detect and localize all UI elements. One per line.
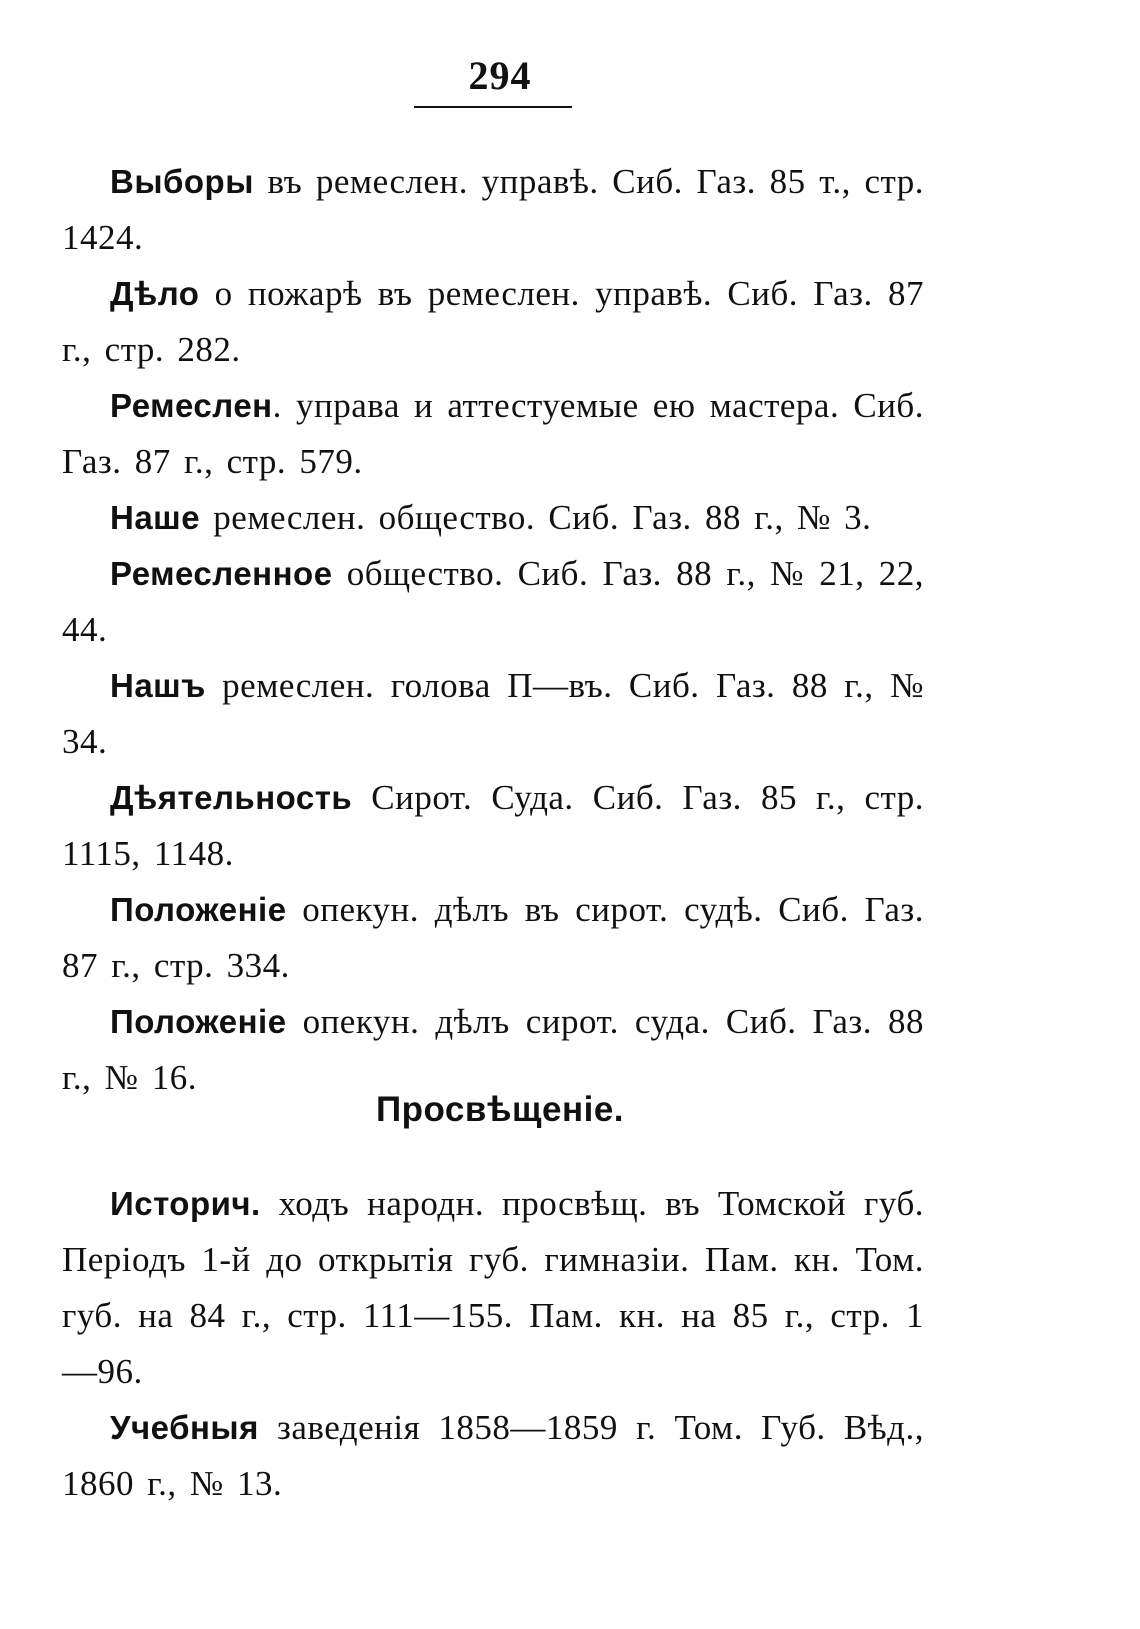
entry-head: Положеніе: [110, 1003, 287, 1040]
bibliography-entry: [62, 1400, 924, 1512]
entry-text: . управа и аттестуемые ею мастера. Сиб. Газ. 87 г., стр. 579.: [62, 386, 924, 481]
entry-text: заведенія 1858—1859 г. Том. Губ. Вѣд., 1860 г., № 13.: [62, 1408, 924, 1503]
entry-text: Сирот. Суда. Сиб. Газ. 85 г., стр. 1115, 1148.: [62, 778, 924, 873]
entry-text: ремеслен. общество. Сиб. Газ. 88 г., № 3.: [200, 498, 872, 537]
entry-list: [62, 154, 924, 1106]
entry-head: Нашъ: [110, 667, 206, 704]
entry-text: ходъ народн. просвѣщ. въ Томской губ. Періодъ 1-й до открытія губ. гимназіи. Пам. кн. Том. губ. на 84 г., стр. 111—155. Пам. кн. на 85 г., стр. 1—96.: [62, 1184, 924, 1391]
entry-head: Положеніе: [110, 891, 287, 928]
section-entry-list: [62, 1176, 924, 1512]
bibliography-entry: [62, 378, 924, 490]
bibliography-entry: [62, 266, 924, 378]
entry-head: Ремесленное: [110, 555, 333, 592]
bibliography-entry: [62, 658, 924, 770]
entry-head: Наше: [110, 499, 201, 536]
entry-text: ремеслен. голова П—въ. Сиб. Газ. 88 г., № 34.: [62, 666, 924, 761]
entry-text: въ ремеслен. управѣ. Сиб. Газ. 85 т., стр. 1424.: [62, 162, 924, 257]
bibliography-entry: [62, 546, 924, 658]
entry-text: опекун. дѣлъ сирот. суда. Сиб. Газ. 88 г., № 16.: [62, 1002, 924, 1097]
entry-head: Учебныя: [110, 1409, 259, 1446]
bibliography-entry: [62, 1176, 924, 1400]
entry-text: опекун. дѣлъ въ сирот. судѣ. Сиб. Газ. 87 г., стр. 334.: [62, 890, 924, 985]
entry-head: Историч.: [110, 1185, 261, 1222]
bibliography-entry: [62, 490, 924, 546]
bibliography-entry: [62, 154, 924, 266]
page-number-rule: [414, 106, 572, 108]
entry-head: Дѣло: [110, 275, 200, 312]
entry-text: общество. Сиб. Газ. 88 г., № 21, 22, 44.: [62, 554, 924, 649]
section-heading: Просвѣщеніе.: [375, 1090, 625, 1129]
page-number: 294: [468, 53, 532, 98]
bibliography-entry: [62, 882, 924, 994]
entry-head: Выборы: [110, 163, 254, 200]
entry-head: Дѣятельность: [110, 779, 353, 816]
entry-text: о пожарѣ въ ремеслен. управѣ. Сиб. Газ. 87 г., стр. 282.: [62, 274, 924, 369]
bibliography-entry: [62, 770, 924, 882]
entry-head: Ремеслен: [110, 387, 273, 424]
